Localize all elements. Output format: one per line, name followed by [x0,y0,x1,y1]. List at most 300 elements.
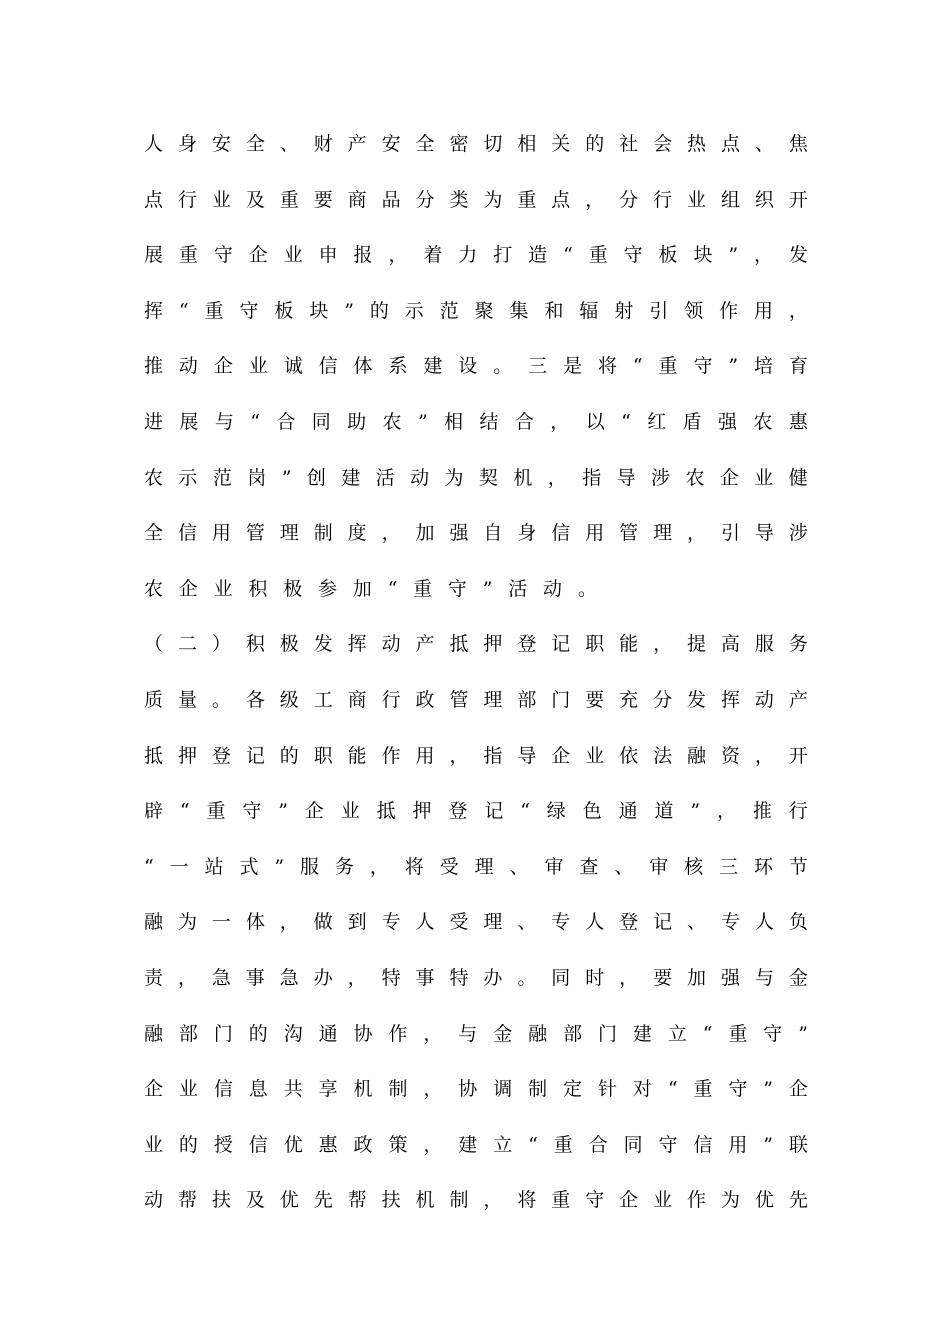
text-char: 板 [274,299,294,322]
text-char: 行 [788,800,808,823]
text-char: 绿 [546,800,566,823]
text-char: 引 [649,299,669,322]
text-char: 导 [517,744,537,767]
text-char: 到 [347,911,367,934]
text-char: 管 [619,522,639,545]
text-char: 契 [478,466,498,489]
text-char: 农 [144,466,164,489]
text-char: 惠 [788,410,808,433]
text-char: 协 [458,1078,478,1101]
text-char: ， [547,466,567,489]
text-char: 调 [493,1078,513,1101]
text-char: 发 [788,244,808,267]
text-char: 通 [618,800,638,823]
text-char: 同 [623,1133,643,1156]
text-char: ” [763,1078,774,1101]
text-char: 红 [647,410,667,433]
text-char: 相 [517,133,537,155]
text-line [144,1007,808,1063]
text-line [144,451,808,507]
text-char: 做 [313,911,333,934]
text-char: 记 [551,633,571,656]
text-char: 的 [585,133,605,155]
text-char: 岗 [247,466,267,489]
text-char: 全 [245,133,265,155]
text-char: ” [728,244,739,267]
text-char: 作 [719,299,739,322]
text-char: 业 [653,1189,673,1212]
text-char: 能 [347,744,367,767]
text-char: “ [563,244,573,267]
text-char: 先 [313,1189,333,1212]
text-char: 建 [341,466,361,489]
text-char: ， [585,188,605,211]
text-char: 二 [177,633,197,656]
text-char: 登 [517,633,537,656]
text-char: 力 [458,244,478,267]
text-char: “ [632,355,643,378]
text-char: 组 [720,188,740,211]
text-char: 的 [279,744,299,767]
text-char: 金 [493,1022,513,1045]
text-char: 务 [788,633,808,656]
text-char: 信 [177,522,197,545]
text-char: 示 [178,466,198,489]
text-char: 分 [415,188,435,211]
text-char: “ [250,410,260,433]
text-char: 能 [619,633,639,656]
text-char: 守 [693,355,713,378]
text-char: 信 [693,1133,713,1156]
text-char: 体 [245,911,265,934]
text-char: 。 [211,688,231,711]
text-char: 部 [178,1022,198,1045]
text-char: 记 [245,744,265,767]
text-char: 记 [484,800,504,823]
text-char: 核 [684,855,704,878]
text-char: 节 [788,855,808,878]
text-char: 融 [144,911,164,934]
text-char: 融 [687,744,707,767]
text-char: 管 [245,522,265,545]
text-char: 各 [245,688,265,711]
text-char: 将 [517,1189,537,1212]
text-char: 要 [653,966,673,989]
text-char: 会 [653,133,673,155]
text-char: 重 [693,1078,713,1101]
text-char: 示 [404,299,424,322]
text-char: 、 [687,911,707,934]
text-char: 为 [177,911,197,934]
text-char: 提 [687,633,707,656]
text-char: “ [179,800,190,823]
text-line [144,895,808,951]
text-char: ” [281,466,292,489]
text-char: ， [423,1022,443,1045]
text-line [144,506,808,562]
text-char: 机 [415,1189,435,1212]
text-line [144,117,808,173]
text-char: 引 [720,522,740,545]
text-char: 集 [509,299,529,322]
text-char: 产 [347,133,367,155]
text-char: 与 [214,410,234,433]
text-char: 企 [619,1189,639,1212]
text-char: 量 [177,688,197,711]
text-char: 点 [144,188,164,211]
text-char: 色 [582,800,602,823]
text-char: 信 [213,1078,233,1101]
text-char: 理 [483,688,503,711]
text-char: 重 [517,188,537,211]
text-char: 对 [632,1078,652,1101]
text-char: 享 [318,1078,338,1101]
text-char: 业 [283,244,303,267]
text-char: 理 [474,855,494,878]
text-char: ” [690,800,701,823]
text-char: 织 [754,188,774,211]
text-char: ” [417,410,428,433]
text-char: 导 [754,522,774,545]
text-char: 事 [415,966,435,989]
text-char: 、 [614,855,634,878]
text-char: 活 [375,466,395,489]
text-char: 理 [483,911,503,934]
text-char: 立 [493,1133,513,1156]
text-char: ， [423,1078,443,1101]
text-char: 商 [347,688,367,711]
text-char: 要 [585,688,605,711]
text-char: ） [211,633,231,656]
text-char: 守 [213,244,233,267]
text-line [144,1118,808,1174]
text-char: 重 [178,244,198,267]
text-char: 分 [653,688,673,711]
text-char: 农 [753,410,773,433]
text-char: 强 [720,966,740,989]
text-char: 度 [347,522,367,545]
text-char: 守 [239,299,259,322]
text-char: 三 [528,355,548,378]
text-char: ， [619,966,639,989]
text-char: 制 [449,1189,469,1212]
text-char: 信 [318,355,338,378]
text-char: 制 [313,522,333,545]
text-char: 一 [211,911,231,934]
text-char: 动 [178,355,198,378]
text-char: 重 [204,299,224,322]
text-char: 诚 [283,355,303,378]
text-char: 身 [517,522,537,545]
text-char: 业 [178,1078,198,1101]
text-char: 积 [245,633,265,656]
text-line [144,951,808,1007]
text-char: 的 [248,1022,268,1045]
text-char: 机 [513,466,533,489]
text-char: 推 [144,355,164,378]
text-char: 重 [658,355,678,378]
text-char: 部 [517,688,537,711]
text-char: 重 [588,244,608,267]
text-char: 授 [213,1133,233,1156]
text-char: 合 [276,410,296,433]
text-char: 重 [728,1022,748,1045]
text-char: 重 [279,188,299,211]
text-char: “ [144,855,154,878]
text-char: 辐 [579,299,599,322]
text-line: 农企业积极参加“重守”活动。 [144,577,613,600]
text-char: 政 [353,1133,373,1156]
text-char: 要 [313,188,333,211]
text-char: 理 [653,522,673,545]
text-char: 帮 [347,1189,367,1212]
text-char: 社 [619,133,639,155]
text-line [144,1062,808,1118]
text-char: 范 [212,466,232,489]
text-char: 业 [585,744,605,767]
text-line [144,729,808,785]
text-char: 用 [754,299,774,322]
text-char: 门 [213,1022,233,1045]
text-char: 用 [211,522,231,545]
text-char: 门 [551,688,571,711]
text-char: 押 [483,633,503,656]
text-char: 同 [311,410,331,433]
text-char: 企 [719,466,739,489]
text-char: 登 [448,800,468,823]
text-char: 相 [444,410,464,433]
text-char: 服 [300,855,320,878]
text-char: ” [798,1022,808,1045]
text-char: 范 [439,299,459,322]
text-char: 财 [313,133,333,155]
text-char: 帮 [177,1189,197,1212]
text-char: 抵 [449,633,469,656]
text-char: 、 [279,133,299,155]
text-char: 职 [313,744,333,767]
text-char: 业 [340,800,360,823]
text-char: 登 [211,744,231,767]
text-char: 企 [788,1078,808,1101]
text-char: 质 [144,688,164,711]
text-char: 涉 [651,466,671,489]
text-char: 门 [597,1022,617,1045]
text-char: 环 [754,855,774,878]
text-char: ” [278,800,288,823]
text-char: 作 [687,1189,707,1212]
text-char: 块 [309,299,329,322]
text-char: 业 [211,188,231,211]
text-char: ， [687,522,707,545]
text-char: 健 [788,466,808,489]
text-char: 、 [509,855,529,878]
text-char: 道 [654,800,674,823]
text-char: 针 [597,1078,617,1101]
text-char: 辟 [144,800,164,823]
text-char: ， [177,966,197,989]
text-char: 强 [449,522,469,545]
text-char: 审 [649,855,669,878]
text-char: 合 [514,410,534,433]
text-char: 守 [623,244,643,267]
text-char: 行 [177,188,197,211]
text-char: ， [653,633,673,656]
text-line [144,339,808,395]
text-line [144,395,808,451]
text-char: ， [716,800,736,823]
text-char: 农 [685,466,705,489]
text-char: 发 [313,633,333,656]
text-char: 级 [279,688,299,711]
text-char: 农 [382,410,402,433]
text-char: 聚 [474,299,494,322]
text-char: 息 [248,1078,268,1101]
text-char: 动 [381,633,401,656]
text-char: 作 [381,744,401,767]
text-char: 企 [144,1078,164,1101]
text-char: 重 [206,800,226,823]
text-char: 着 [423,244,443,267]
text-char: 加 [415,522,435,545]
text-char: 押 [412,800,432,823]
text-char: 焦 [788,133,808,155]
text-char: 系 [388,355,408,378]
text-char: 建 [632,1022,652,1045]
text-char: 挥 [720,688,740,711]
text-char: 作 [388,1022,408,1045]
text-char: 强 [718,410,738,433]
text-char: 建 [458,1133,478,1156]
text-char: 加 [687,966,707,989]
text-char: ， [754,744,774,767]
text-char: ， [423,1133,443,1156]
text-char: 人 [585,911,605,934]
text-line [144,173,808,229]
text-char: 结 [479,410,499,433]
text-char: 重 [553,1133,573,1156]
text-char: 射 [614,299,634,322]
text-char: 涉 [788,522,808,545]
body-text [144,117,808,1229]
text-char: 安 [381,133,401,155]
text-char: 建 [423,355,443,378]
text-char: 融 [144,1022,164,1045]
text-char: 助 [347,410,367,433]
text-char: 业 [754,466,774,489]
text-char: 体 [353,355,373,378]
text-char: 查 [579,855,599,878]
text-char: 依 [619,744,639,767]
text-char: 受 [449,911,469,934]
text-char: 以 [585,410,605,433]
text-char: 热 [687,133,707,155]
text-char: 式 [239,855,259,878]
text-char: 企 [248,244,268,267]
text-char: 沟 [283,1022,303,1045]
text-char: ， [788,299,808,322]
text-char: 安 [211,133,231,155]
text-char: 联 [788,1133,808,1156]
text-char: 扶 [211,1189,231,1212]
text-char: 负 [788,911,808,934]
text-char: ， [550,410,570,433]
text-char: 管 [449,688,469,711]
text-char: （ [144,633,164,656]
text-char: 急 [211,966,231,989]
text-char: 为 [483,188,503,211]
text-char: 企 [304,800,324,823]
text-char: 类 [449,188,469,211]
text-char: 块 [693,244,713,267]
text-char: 指 [483,744,503,767]
text-char: 开 [788,744,808,767]
text-char: 优 [283,1133,303,1156]
text-char: 动 [144,1189,164,1212]
text-char: 部 [563,1022,583,1045]
text-line [144,784,808,840]
text-char: 企 [213,355,233,378]
text-char: 一 [169,855,189,878]
text-char: 专 [551,911,571,934]
text-char: 立 [667,1022,687,1045]
text-char: ， [381,522,401,545]
text-char: 专 [381,911,401,934]
text-char: 设 [458,355,478,378]
text-char: “ [667,1078,678,1101]
text-char: 业 [687,188,707,211]
text-char: 站 [204,855,224,878]
text-char: “ [178,299,189,322]
text-char: 押 [177,744,197,767]
text-char: 抵 [376,800,396,823]
text-char: 产 [415,633,435,656]
text-char: 的 [369,299,389,322]
text-char: ， [483,1189,503,1212]
text-char: 法 [653,744,673,767]
text-char: 、 [517,911,537,934]
text-char: 分 [619,188,639,211]
text-char: 进 [144,410,164,433]
text-char: 人 [144,133,164,155]
text-char: 为 [720,1189,740,1212]
text-char: 协 [353,1022,373,1045]
text-char: 共 [283,1078,303,1101]
text-char: 抵 [144,744,164,767]
text-char: 务 [334,855,354,878]
text-char: 报 [353,244,373,267]
text-line [144,284,808,340]
text-char: 为 [444,466,464,489]
text-char: 审 [544,855,564,878]
text-char: 责 [144,966,164,989]
text-char: 职 [585,633,605,656]
text-char: 挥 [347,633,367,656]
text-char: 办 [313,966,333,989]
text-char: 优 [754,1189,774,1212]
text-char: 合 [588,1133,608,1156]
text-char: 商 [347,188,367,211]
text-char: 信 [551,522,571,545]
text-char: 先 [788,1189,808,1212]
text-char: 金 [788,966,808,989]
text-char: 全 [415,133,435,155]
text-char: 同 [551,966,571,989]
text-char: 办 [483,966,503,989]
text-char: 与 [458,1022,478,1045]
text-char: ， [754,244,774,267]
text-char: 高 [720,633,740,656]
text-char: ， [279,911,299,934]
